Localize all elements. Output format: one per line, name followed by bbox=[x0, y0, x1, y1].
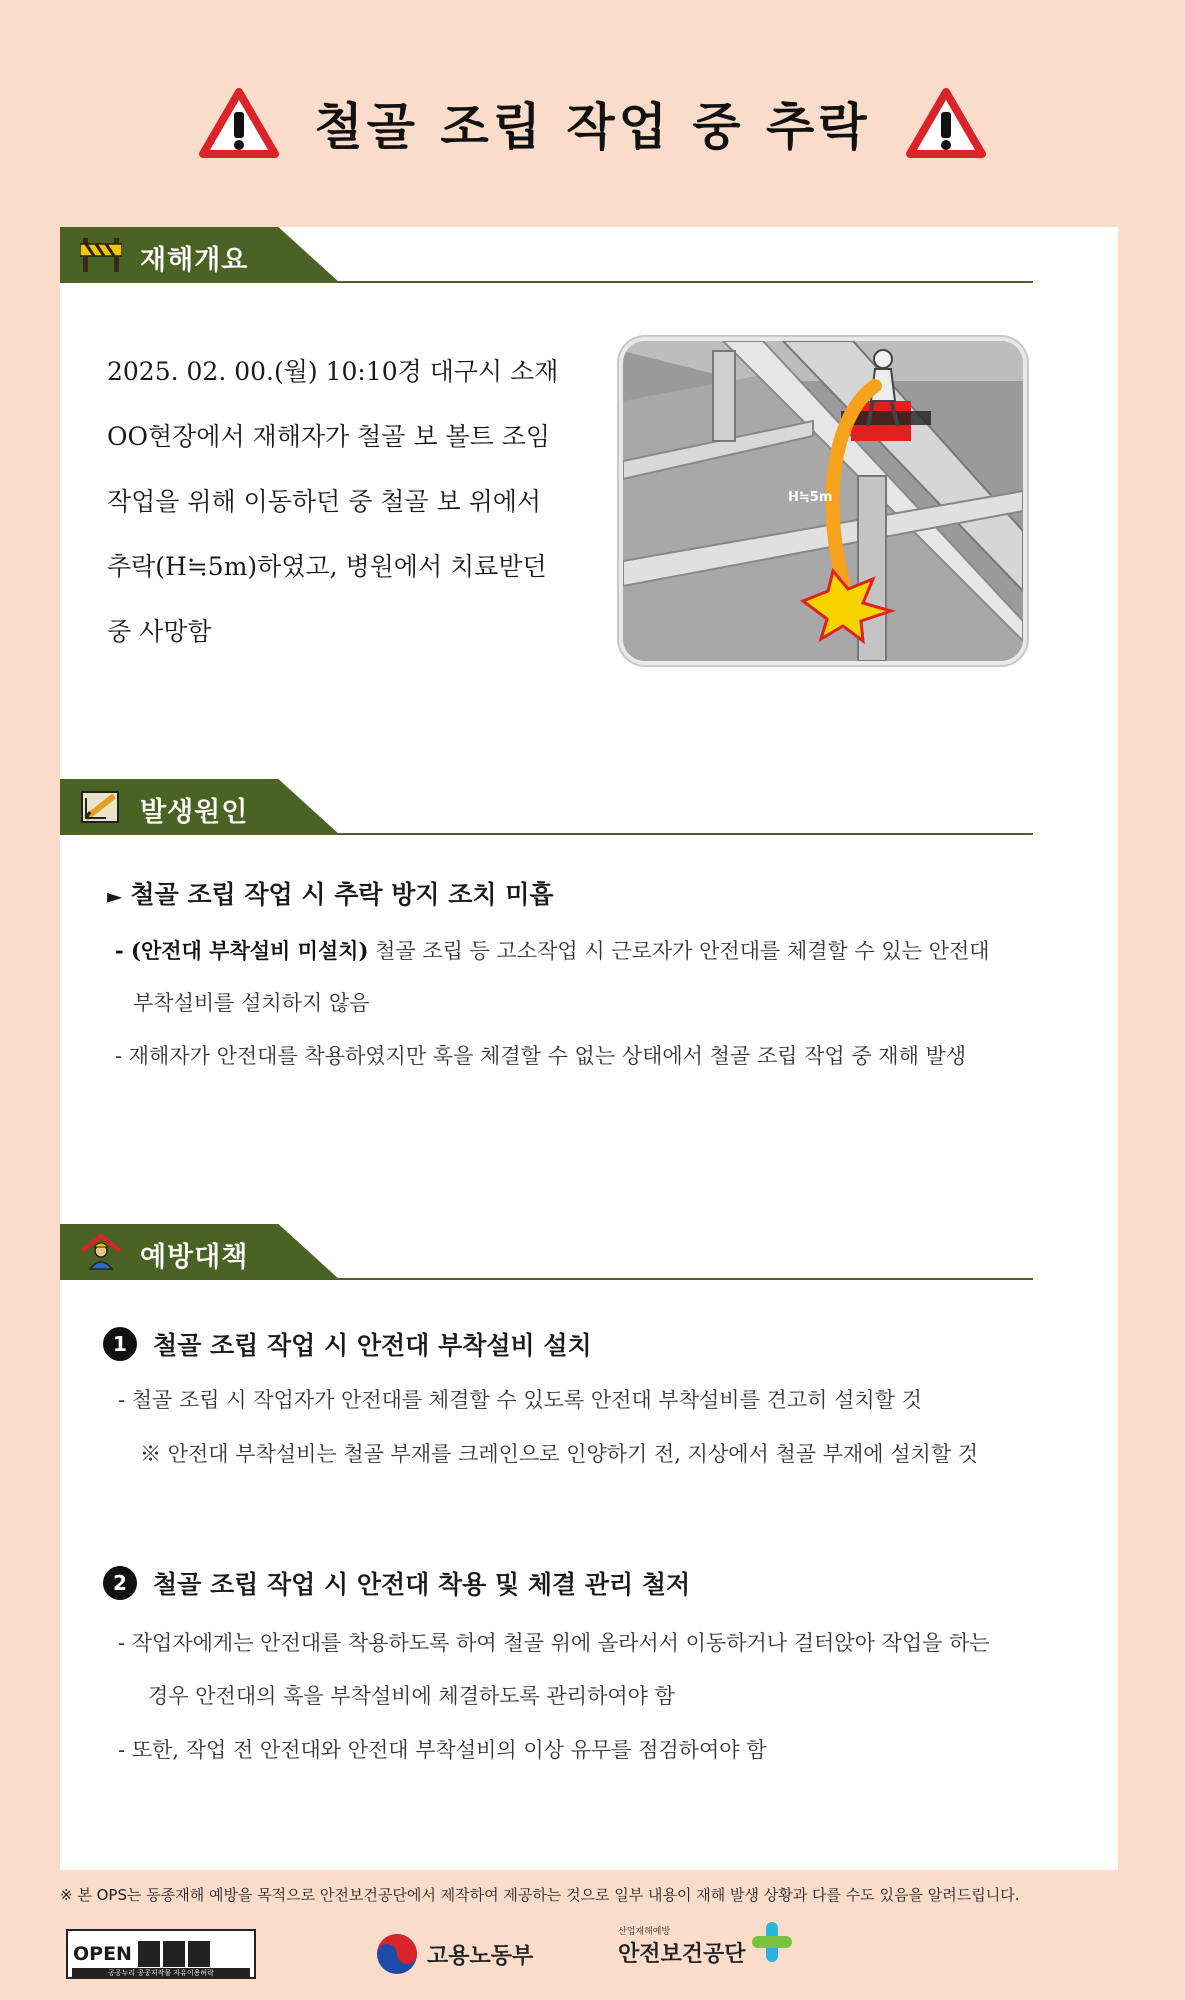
cause-bullet-1-continued: 부착설비를 설치하지 않음 bbox=[133, 991, 370, 1015]
summary-line: 중 사망함 bbox=[107, 617, 212, 646]
measure-note: ※ 안전대 부착설비는 철골 부재를 크레인으로 인양하기 전, 지상에서 철골 부재에 설치할 것 bbox=[140, 1442, 979, 1466]
measure-line-continued: 경우 안전대의 훅을 부착설비에 체결하도록 관리하여야 함 bbox=[148, 1684, 675, 1708]
accident-illustration bbox=[623, 341, 1023, 661]
ministry-logo bbox=[375, 1932, 533, 1976]
kogl-open-badge bbox=[66, 1929, 256, 1979]
license-icons bbox=[138, 1941, 210, 1967]
number-badge: 1 bbox=[103, 1327, 137, 1361]
incident-summary bbox=[107, 339, 587, 664]
taegeuk-emblem-icon bbox=[375, 1932, 419, 1976]
barricade-icon bbox=[80, 236, 122, 274]
agency-name: 안전보건공단 bbox=[618, 1942, 746, 1967]
measure-item-2 bbox=[103, 1565, 690, 1601]
section-header-prevention bbox=[60, 1224, 1033, 1280]
content-card bbox=[60, 227, 1118, 1870]
kosha-cross-icon bbox=[750, 1920, 794, 1964]
agency-logo bbox=[618, 1924, 746, 1968]
disclaimer-text: ※ 본 OPS는 동종재해 예방을 목적으로 안전보건공단에서 제작하여 제공하는 것으로 일부 내용이 재해 발생 상황과 다를 수도 있음을 알려드립니다. bbox=[60, 1886, 1020, 1904]
measure-title: 철골 조립 작업 시 안전대 착용 및 체결 관리 철저 bbox=[153, 1570, 691, 1599]
summary-line: 작업을 위해 이동하던 중 철골 보 위에서 bbox=[107, 487, 542, 516]
open-sub-label: 공공누리 공공저작물 자유이용허락 bbox=[72, 1968, 250, 1978]
cause-bullet-1 bbox=[115, 924, 990, 978]
warning-icon bbox=[905, 86, 987, 160]
open-label: OPEN bbox=[73, 1943, 132, 1965]
section-title: 발생원인 bbox=[140, 797, 249, 828]
summary-line: 2025. 02. 00.(월) 10:10경 대구시 소재 bbox=[107, 357, 559, 386]
section-title: 재해개요 bbox=[140, 245, 249, 276]
measure-item-1 bbox=[103, 1326, 592, 1362]
summary-line: OO현장에서 재해자가 철골 보 볼트 조임 bbox=[107, 422, 550, 451]
cause-main-point bbox=[107, 875, 554, 911]
worker-house-icon bbox=[80, 1233, 122, 1271]
ministry-name: 고용노동부 bbox=[427, 1943, 534, 1969]
footer bbox=[0, 1920, 1185, 2000]
measure-line: - 또한, 작업 전 안전대와 안전대 부착설비의 이상 유무를 점검하여야 함 bbox=[118, 1738, 767, 1762]
ruler-pencil-icon bbox=[80, 788, 122, 826]
page-header bbox=[0, 78, 1185, 168]
measure-line: - 철골 조립 시 작업자가 안전대를 체결할 수 있도록 안전대 부착설비를 견고히 설치할 것 bbox=[118, 1388, 922, 1412]
section-header-overview bbox=[60, 227, 1033, 283]
cause-bullet-bold: - (안전대 부착설비 미설치) bbox=[115, 938, 369, 963]
cause-main-text: 철골 조립 작업 시 추락 방지 조치 미흡 bbox=[130, 880, 554, 909]
section-header-cause bbox=[60, 779, 1033, 835]
page-title: 철골 조립 작업 중 추락 bbox=[314, 98, 871, 156]
section-divider bbox=[60, 1278, 1033, 1280]
height-label: H≒5m bbox=[788, 490, 833, 505]
agency-tagline: 산업재해예방 bbox=[618, 1927, 671, 1937]
number-badge: 2 bbox=[103, 1566, 137, 1600]
summary-line: 추락(H≒5m)하였고, 병원에서 치료받던 bbox=[107, 552, 547, 581]
section-title: 예방대책 bbox=[140, 1242, 249, 1273]
cause-bullet-text: 철골 조립 등 고소작업 시 근로자가 안전대를 체결할 수 있는 안전대 bbox=[368, 939, 990, 963]
measure-line: - 작업자에게는 안전대를 착용하도록 하여 철골 위에 올라서서 이동하거나 걸터앉아 작업을 하는 bbox=[118, 1631, 990, 1655]
section-divider bbox=[60, 833, 1033, 835]
section-divider bbox=[60, 281, 1033, 283]
accident-scene-graphic bbox=[623, 341, 1023, 661]
warning-icon bbox=[198, 86, 280, 160]
pointer-triangle-icon: ► bbox=[107, 884, 123, 908]
measure-title: 철골 조립 작업 시 안전대 부착설비 설치 bbox=[153, 1331, 592, 1360]
cause-bullet-2: - 재해자가 안전대를 착용하였지만 훅을 체결할 수 없는 상태에서 철골 조립 작업 중 재해 발생 bbox=[115, 1044, 967, 1068]
